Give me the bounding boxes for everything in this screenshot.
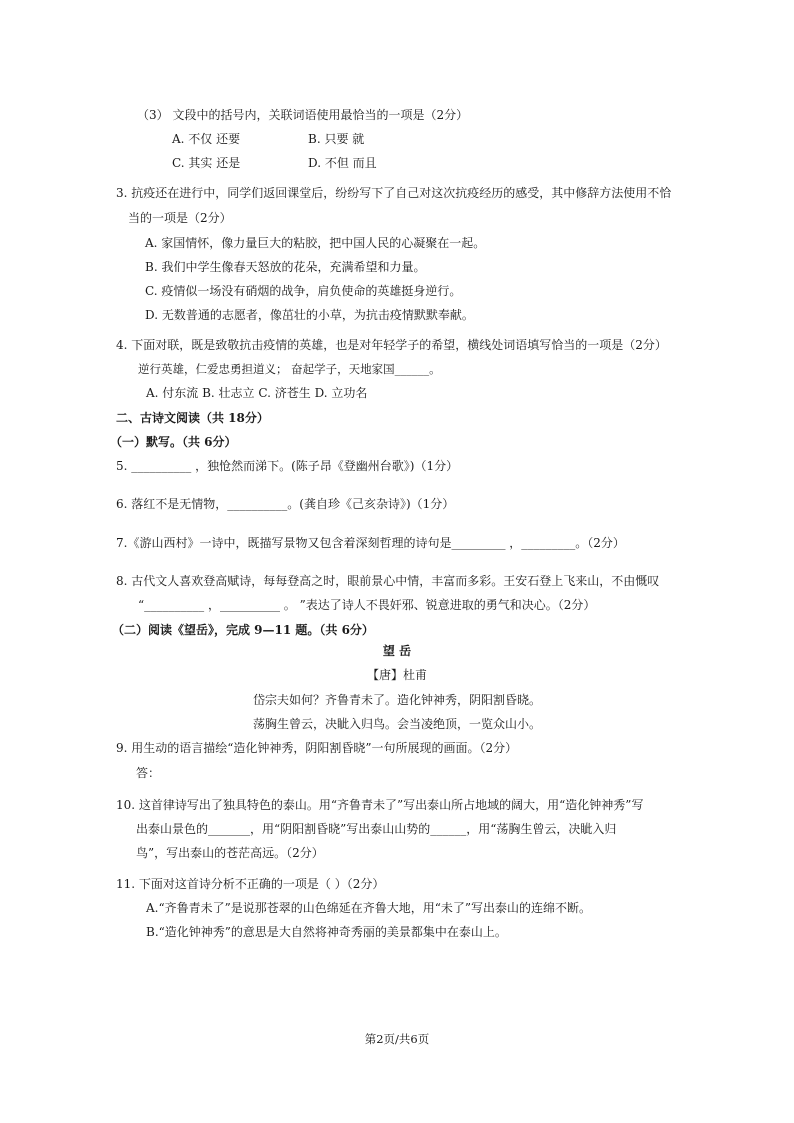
section-2-subtitle-1: （一）默写。（共 6分） [110,435,237,449]
question-9-answer-label: 答： [136,766,161,780]
poem-line-2: 荡胸生曾云，决眦入归鸟。会当凌绝顶，一览众山小。 [252,717,541,731]
question-4-stem: 4. 下面对联，既是致敬抗击疫情的英雄，也是对年轻学子的希望，横线处词语填写恰当的一项是（2分） [116,338,667,352]
section-2-subtitle-2: （二）阅读《望岳》，完成 9—11 题。（共 6分） [112,623,374,637]
question-11-stem: 11. 下面对这首诗分析不正确的一项是（ ）（2分） [116,877,385,891]
question-10-line2: 出泰山景色的_______，用“阴阳割昏晓”写出泰山山势的______，用“荡胸生曾云，决眦入归 [136,822,617,836]
question-3-option-a: A. 家国情怀，像力量巨大的粘胶，把中国人民的心凝聚在一起。 [145,236,486,250]
question-4-options: A. 付东流 B. 壮志立 C. 济苍生 D. 立功名 [146,386,368,400]
page-number: 第2页/共6页 [364,1032,430,1046]
question-7: 7.《游山西村》一诗中，既描写景物又包含着深刻哲理的诗句是_________ ，_________。（2分） [116,536,625,550]
question-11-option-b: B.“造化钟神秀”的意思是大自然将神奇秀丽的美景都集中在泰山上。 [146,925,507,939]
question-8-line2: “__________ ，__________ 。 ”表达了诗人不畏奸邪、锐意进取的勇气和决心。（2分） [138,598,596,612]
poem-title: 望 岳 [382,644,412,658]
option-c: C. 其实 还是 [172,156,241,170]
question-3-option-d: D. 无数普通的志愿者，像茁壮的小草，为抗击疫情默默奉献。 [145,308,474,322]
option-b: B. 只要 就 [308,132,365,146]
question-4-couplet: 逆行英雄，仁爱忠勇担道义； 奋起学子，天地家国______。 [138,362,441,376]
question-11-option-a: A.“齐鲁青未了”是说那苍翠的山色绵延在齐鲁大地，用“未了”写出泰山的连绵不断。 [146,901,592,915]
section-2-title: 二、古诗文阅读（共 18分） [116,411,269,425]
question-6: 6. 落红不是无情物，__________。(龚自珍《己亥杂诗》)（1分） [116,497,455,511]
question-3-stem-line2: 当的一项是（2分） [128,211,232,225]
question-10-line3: 鸟”，写出泰山的苍茫高远。（2分） [136,846,324,860]
option-a: A. 不仅 还要 [172,132,241,146]
poem-line-1: 岱宗夫如何？齐鲁青未了。造化钟神秀，阴阳割昏晓。 [252,693,541,707]
question-3-option-b: B. 我们中学生像春天怒放的花朵，充满希望和力量。 [145,260,426,274]
question-5: 5. __________ ，独怆然而涕下。(陈子昂《登幽州台歌》)（1分） [116,459,459,473]
question-8-line1: 8. 古代文人喜欢登高赋诗，每每登高之时，眼前景心中情，丰富而多彩。王安石登上飞来山，不由慨叹 [116,574,660,588]
poem-author: 【唐】杜甫 [366,668,427,682]
question-3-3-stem: （3） 文段中的括号内，关联词语使用最恰当的一项是（2分） [137,108,469,122]
option-d: D. 不但 而且 [308,156,377,170]
question-3-stem-line1: 3. 抗疫还在进行中，同学们返回课堂后，纷纷写下了自己对这次抗疫经历的感受，其中修辞方法使用不恰 [116,186,672,200]
question-3-option-c: C. 疫情似一场没有硝烟的战争，肩负使命的英雄挺身逆行。 [145,284,462,298]
question-10-line1: 10. 这首律诗写出了独具特色的泰山。用“齐鲁青未了”写出泰山所占地域的阔大，用“造化钟神秀”写 [116,798,644,812]
question-9-stem: 9. 用生动的语言描绘“造化钟神秀，阴阳割昏晓”一句所展现的画面。（2分） [116,741,518,755]
